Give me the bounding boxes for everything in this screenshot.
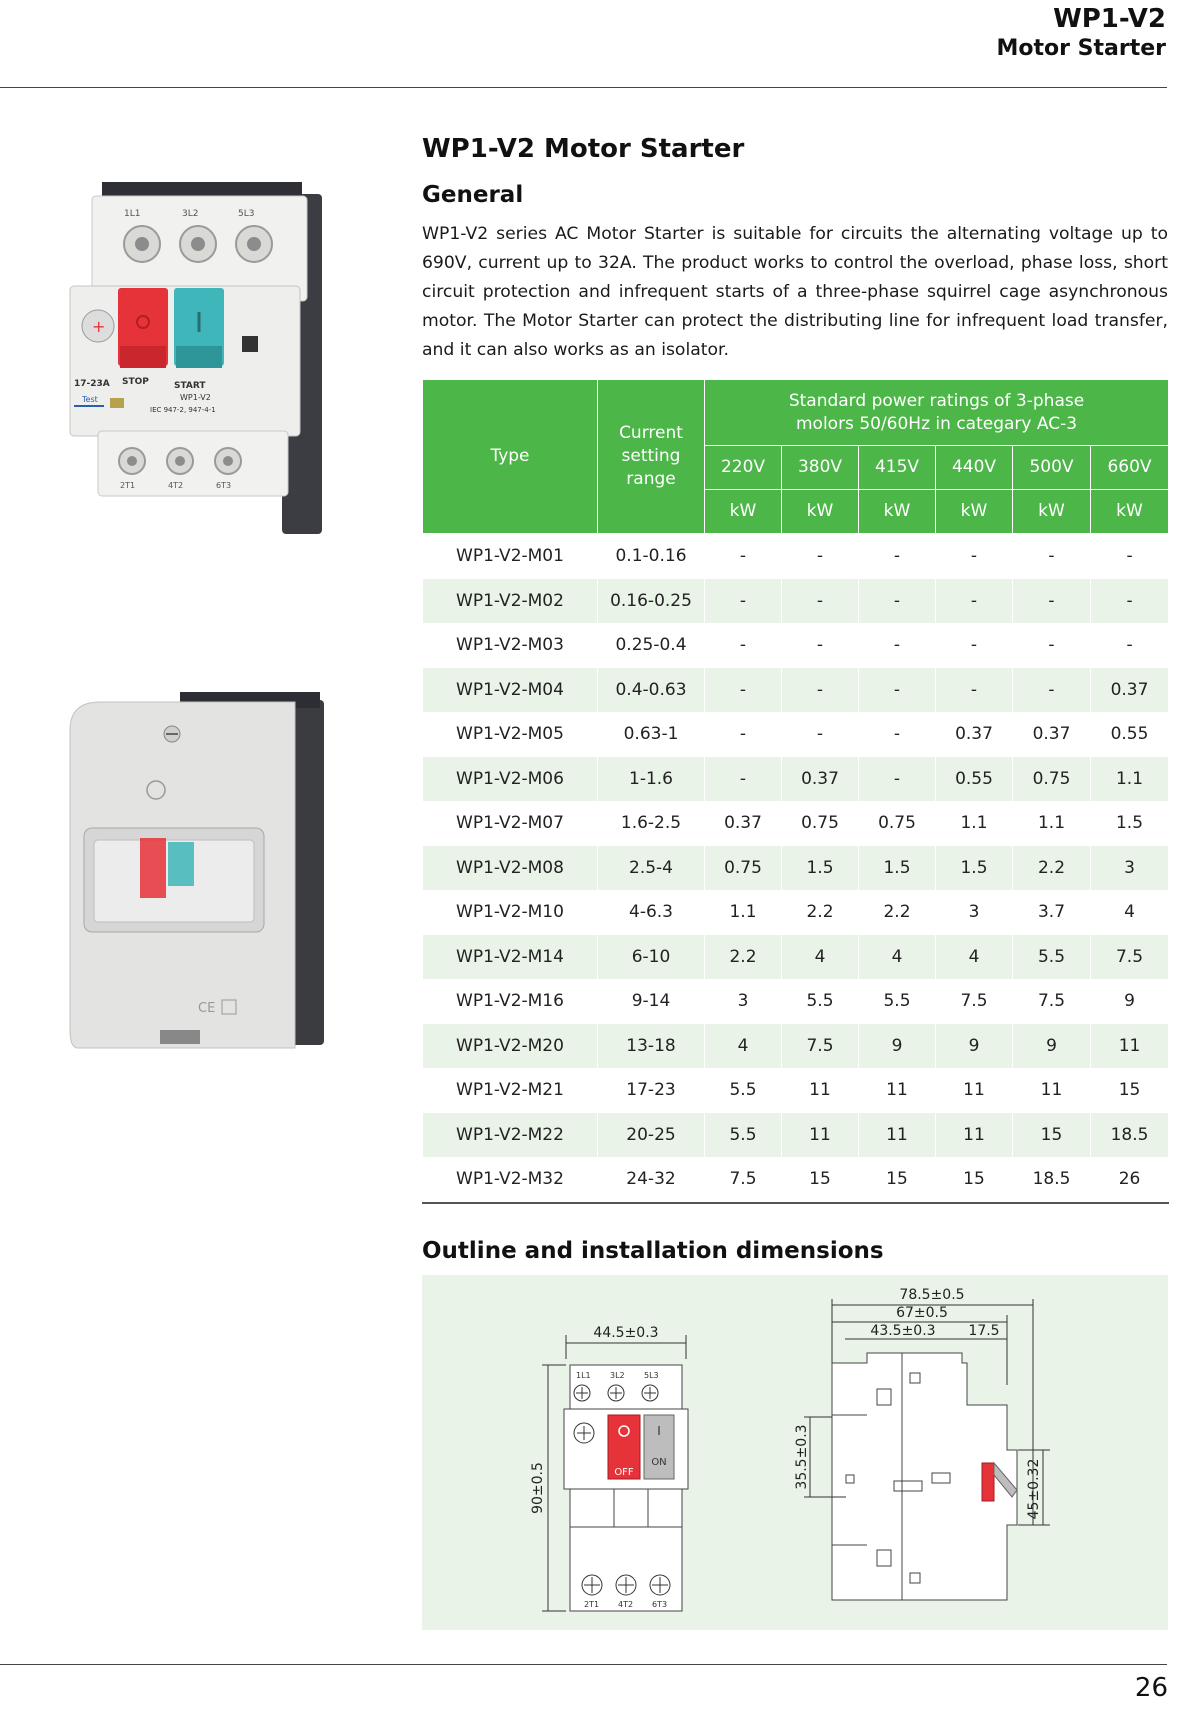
cell-power-kw: - xyxy=(936,579,1013,624)
cell-power-kw: 4 xyxy=(1091,890,1169,935)
cell-type: WP1-V2-M07 xyxy=(423,801,598,846)
dim-side-height-35: 35.5±0.3 xyxy=(794,1424,810,1490)
cell-power-kw: 18.5 xyxy=(1013,1157,1091,1203)
dim-side-67: 67±0.5 xyxy=(896,1305,948,1321)
header-unit: kW xyxy=(936,490,1013,534)
cell-power-kw: - xyxy=(782,534,859,579)
table-row xyxy=(423,846,1169,891)
cell-power-kw: - xyxy=(1091,623,1169,668)
cell-power-kw: 9 xyxy=(1013,1024,1091,1069)
cell-power-kw: 2.2 xyxy=(782,890,859,935)
terminal-label-1l1: 1L1 xyxy=(124,209,141,219)
dim-side-17: 17.5 xyxy=(968,1323,1000,1339)
header-unit: kW xyxy=(782,490,859,534)
cell-current-range: 6-10 xyxy=(598,935,705,980)
cell-power-kw: 4 xyxy=(782,935,859,980)
cell-power-kw: 15 xyxy=(1091,1068,1169,1113)
footer-divider xyxy=(0,1664,1167,1665)
cell-power-kw: 3 xyxy=(936,890,1013,935)
ce-mark: CE xyxy=(198,1001,216,1016)
cell-power-kw: 1.1 xyxy=(936,801,1013,846)
range-label: 17-23A xyxy=(74,379,110,389)
iec-label: IEC 947-2, 947-4-1 xyxy=(150,406,216,414)
table-row xyxy=(423,1113,1169,1158)
cell-power-kw: 15 xyxy=(1013,1113,1091,1158)
cell-power-kw: - xyxy=(705,757,782,802)
front-terminal-label: 2T1 xyxy=(584,1600,600,1609)
header-power-ratings: Standard power ratings of 3-phase molors 50/60Hz in categary AC-3 xyxy=(705,380,1169,446)
cell-type: WP1-V2-M02 xyxy=(423,579,598,624)
cell-power-kw: 2.2 xyxy=(859,890,936,935)
header-divider xyxy=(0,87,1167,88)
header-voltage: 380V xyxy=(782,446,859,490)
cell-power-kw: 7.5 xyxy=(936,979,1013,1024)
cell-power-kw: 15 xyxy=(936,1157,1013,1203)
cell-power-kw: 1.5 xyxy=(782,846,859,891)
cell-power-kw: - xyxy=(859,534,936,579)
header-unit: kW xyxy=(859,490,936,534)
header-unit: kW xyxy=(705,490,782,534)
table-row xyxy=(423,979,1169,1024)
motor-starter-image xyxy=(62,176,332,546)
terminal-label-4t2: 4T2 xyxy=(168,481,184,490)
cell-type: WP1-V2-M05 xyxy=(423,712,598,757)
front-terminal-label: 4T2 xyxy=(618,1600,634,1609)
cell-power-kw: - xyxy=(705,579,782,624)
cell-power-kw: - xyxy=(1013,579,1091,624)
cell-type: WP1-V2-M03 xyxy=(423,623,598,668)
header-unit: kW xyxy=(1013,490,1091,534)
cell-power-kw: - xyxy=(705,534,782,579)
cell-power-kw: 7.5 xyxy=(782,1024,859,1069)
cell-power-kw: - xyxy=(1091,579,1169,624)
svg-text:+: + xyxy=(92,317,106,336)
cell-power-kw: - xyxy=(1013,534,1091,579)
intro-paragraph: WP1-V2 series AC Motor Starter is suitable for circuits the alternating voltage up to 690V, current up to 32A. The product works to control the overload, phase loss, short circuit protection and infrequent starts of a three-phase squirrel cage asynchronous motor. The Motor Starter can protect the distributing line for infrequent load transfer, and it can also works as an isolator. xyxy=(422,224,1168,360)
cell-current-range: 0.4-0.63 xyxy=(598,668,705,713)
cell-power-kw: - xyxy=(859,623,936,668)
cell-power-kw: - xyxy=(705,712,782,757)
terminal-label-2t1: 2T1 xyxy=(120,481,136,490)
cell-type: WP1-V2-M22 xyxy=(423,1113,598,1158)
table-row xyxy=(423,1024,1169,1069)
dim-side-43: 43.5±0.3 xyxy=(870,1323,936,1339)
terminal-label-6t3: 6T3 xyxy=(216,481,232,490)
cell-power-kw: 0.75 xyxy=(782,801,859,846)
front-terminal-label: 3L2 xyxy=(610,1371,625,1380)
cell-power-kw: - xyxy=(859,757,936,802)
ratings-table xyxy=(422,379,1169,1204)
page-title: WP1-V2 Motor Starter xyxy=(422,134,745,164)
cell-power-kw: - xyxy=(705,623,782,668)
cell-power-kw: - xyxy=(782,623,859,668)
cell-current-range: 20-25 xyxy=(598,1113,705,1158)
dimension-drawings xyxy=(422,1275,1168,1630)
cell-power-kw: 0.55 xyxy=(1091,712,1169,757)
cell-power-kw: - xyxy=(859,668,936,713)
cell-power-kw: 11 xyxy=(782,1113,859,1158)
cell-power-kw: - xyxy=(1091,534,1169,579)
header-unit: kW xyxy=(1091,490,1169,534)
cell-current-range: 13-18 xyxy=(598,1024,705,1069)
cell-power-kw: 11 xyxy=(782,1068,859,1113)
cell-power-kw: 2.2 xyxy=(1013,846,1091,891)
cell-power-kw: - xyxy=(859,579,936,624)
front-off-label: OFF xyxy=(614,1467,634,1478)
cell-power-kw: - xyxy=(782,712,859,757)
test-label: Test xyxy=(82,395,98,404)
cell-power-kw: 2.2 xyxy=(705,935,782,980)
cell-power-kw: 9 xyxy=(859,1024,936,1069)
terminal-label-3l2: 3L2 xyxy=(182,209,199,219)
cell-type: WP1-V2-M16 xyxy=(423,979,598,1024)
terminal-label-5l3: 5L3 xyxy=(238,209,255,219)
dim-side-height-45: 45±0.32 xyxy=(1026,1458,1042,1520)
cell-power-kw: - xyxy=(936,668,1013,713)
table-row xyxy=(423,579,1169,624)
cell-power-kw: 4 xyxy=(859,935,936,980)
stop-label: STOP xyxy=(122,377,149,387)
table-row xyxy=(423,757,1169,802)
cell-power-kw: - xyxy=(782,579,859,624)
front-terminal-label: 6T3 xyxy=(652,1600,668,1609)
cell-current-range: 1.6-2.5 xyxy=(598,801,705,846)
cell-power-kw: 0.75 xyxy=(1013,757,1091,802)
cell-type: WP1-V2-M08 xyxy=(423,846,598,891)
cell-power-kw: 0.37 xyxy=(1091,668,1169,713)
cell-current-range: 1-1.6 xyxy=(598,757,705,802)
cell-type: WP1-V2-M06 xyxy=(423,757,598,802)
cell-power-kw: 4 xyxy=(936,935,1013,980)
cell-type: WP1-V2-M20 xyxy=(423,1024,598,1069)
dim-front-height: 90±0.5 xyxy=(530,1462,546,1514)
cell-type: WP1-V2-M32 xyxy=(423,1157,598,1203)
cell-power-kw: 0.37 xyxy=(705,801,782,846)
cell-type: WP1-V2-M01 xyxy=(423,534,598,579)
cell-power-kw: - xyxy=(936,534,1013,579)
page-number: 26 xyxy=(1134,1673,1168,1703)
cell-power-kw: 7.5 xyxy=(1013,979,1091,1024)
front-on-label: ON xyxy=(651,1457,667,1468)
cell-power-kw: - xyxy=(1013,668,1091,713)
header-current-range: Current setting range xyxy=(598,380,705,534)
cell-power-kw: 11 xyxy=(936,1068,1013,1113)
cell-power-kw: 5.5 xyxy=(782,979,859,1024)
cell-power-kw: 5.5 xyxy=(1013,935,1091,980)
cell-current-range: 0.25-0.4 xyxy=(598,623,705,668)
dimension-drawing-svg xyxy=(422,1275,1168,1630)
header-voltage: 415V xyxy=(859,446,936,490)
cell-power-kw: 3.7 xyxy=(1013,890,1091,935)
cell-power-kw: 5.5 xyxy=(705,1068,782,1113)
cell-power-kw: 15 xyxy=(782,1157,859,1203)
cell-type: WP1-V2-M21 xyxy=(423,1068,598,1113)
section-heading-general: General xyxy=(422,182,524,208)
header-voltage: 220V xyxy=(705,446,782,490)
cell-power-kw: 0.37 xyxy=(782,757,859,802)
table-row xyxy=(423,1068,1169,1113)
cell-current-range: 2.5-4 xyxy=(598,846,705,891)
table-row xyxy=(423,890,1169,935)
front-terminal-label: 5L3 xyxy=(644,1371,659,1380)
section-heading-outline: Outline and installation dimensions xyxy=(422,1238,884,1264)
table-row xyxy=(423,534,1169,579)
cell-power-kw: 9 xyxy=(1091,979,1169,1024)
cell-power-kw: 1.1 xyxy=(705,890,782,935)
model-label: WP1-V2 xyxy=(180,393,211,402)
table-row xyxy=(423,712,1169,757)
cell-power-kw: 9 xyxy=(936,1024,1013,1069)
cell-current-range: 0.16-0.25 xyxy=(598,579,705,624)
cell-current-range: 9-14 xyxy=(598,979,705,1024)
cell-power-kw: 1.1 xyxy=(1091,757,1169,802)
cell-power-kw: 0.37 xyxy=(1013,712,1091,757)
cell-power-kw: 1.5 xyxy=(859,846,936,891)
table-row xyxy=(423,935,1169,980)
header-voltage: 440V xyxy=(936,446,1013,490)
cell-power-kw: 1.5 xyxy=(936,846,1013,891)
cell-power-kw: 11 xyxy=(1091,1024,1169,1069)
cell-power-kw: 0.75 xyxy=(705,846,782,891)
cell-power-kw: 0.37 xyxy=(936,712,1013,757)
cell-power-kw: 0.75 xyxy=(859,801,936,846)
cell-power-kw: 7.5 xyxy=(705,1157,782,1203)
cell-current-range: 24-32 xyxy=(598,1157,705,1203)
cell-power-kw: 11 xyxy=(859,1068,936,1113)
front-terminal-label: 1L1 xyxy=(576,1371,591,1380)
header-subtitle: Motor Starter xyxy=(996,36,1166,61)
table-row xyxy=(423,801,1169,846)
table-row xyxy=(423,623,1169,668)
cell-power-kw: 1.5 xyxy=(1091,801,1169,846)
cell-power-kw: 18.5 xyxy=(1091,1113,1169,1158)
cell-power-kw: 15 xyxy=(859,1157,936,1203)
cell-power-kw: 5.5 xyxy=(705,1113,782,1158)
cell-type: WP1-V2-M14 xyxy=(423,935,598,980)
start-label: START xyxy=(174,381,206,391)
cell-type: WP1-V2-M04 xyxy=(423,668,598,713)
cell-power-kw: - xyxy=(782,668,859,713)
cell-power-kw: 1.1 xyxy=(1013,801,1091,846)
header-type: Type xyxy=(423,380,598,534)
header-title: WP1-V2 xyxy=(1053,4,1166,34)
cell-power-kw: 26 xyxy=(1091,1157,1169,1203)
cell-power-kw: - xyxy=(705,668,782,713)
cell-current-range: 0.63-1 xyxy=(598,712,705,757)
cell-power-kw: 4 xyxy=(705,1024,782,1069)
side-view-drawing xyxy=(794,1287,1050,1600)
cell-type: WP1-V2-M10 xyxy=(423,890,598,935)
cell-current-range: 0.1-0.16 xyxy=(598,534,705,579)
enclosure-image xyxy=(60,690,335,1060)
cell-power-kw: 7.5 xyxy=(1091,935,1169,980)
cell-power-kw: 3 xyxy=(705,979,782,1024)
cell-current-range: 17-23 xyxy=(598,1068,705,1113)
cell-power-kw: 11 xyxy=(936,1113,1013,1158)
cell-power-kw: 11 xyxy=(859,1113,936,1158)
cell-power-kw: 11 xyxy=(1013,1068,1091,1113)
header-voltage: 660V xyxy=(1091,446,1169,490)
front-view-drawing xyxy=(530,1325,688,1611)
header-voltage: 500V xyxy=(1013,446,1091,490)
cell-power-kw: - xyxy=(936,623,1013,668)
cell-current-range: 4-6.3 xyxy=(598,890,705,935)
cell-power-kw: - xyxy=(859,712,936,757)
dim-side-78: 78.5±0.5 xyxy=(899,1287,965,1303)
table-row xyxy=(423,668,1169,713)
cell-power-kw: 5.5 xyxy=(859,979,936,1024)
front-on-mark: I xyxy=(657,1424,661,1438)
cell-power-kw: 0.55 xyxy=(936,757,1013,802)
dim-front-width: 44.5±0.3 xyxy=(593,1325,659,1341)
cell-power-kw: - xyxy=(1013,623,1091,668)
table-row xyxy=(423,1157,1169,1203)
cell-power-kw: 3 xyxy=(1091,846,1169,891)
